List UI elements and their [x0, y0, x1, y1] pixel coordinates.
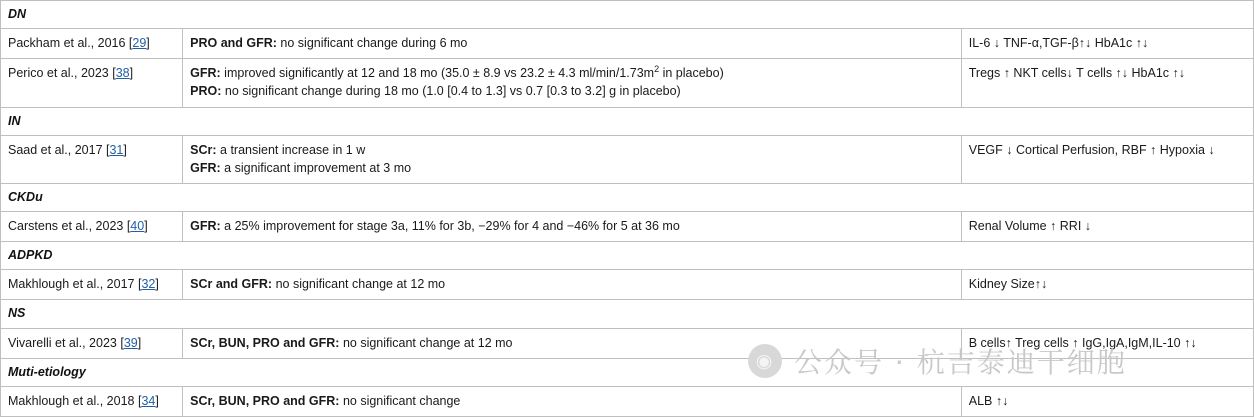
- table-row: [1, 59, 1254, 107]
- study-reference-cell: [1, 29, 183, 59]
- biomarker-cell: Kidney Size↑↓: [961, 270, 1253, 300]
- outcome-cell: [183, 29, 962, 59]
- outcome-label: SCr and GFR:: [190, 277, 273, 292]
- section-title: CKDu: [1, 183, 1254, 211]
- biomarker-cell: Tregs ↑ NKT cells↓ T cells ↑↓ HbA1c ↑↓: [961, 59, 1253, 107]
- citation-bracket-close: ]: [155, 393, 159, 408]
- outcome-text: no significant change at 12 mo: [339, 335, 513, 350]
- reference-link[interactable]: 40: [130, 219, 145, 233]
- biomarker-cell: ALB ↑↓: [961, 386, 1253, 416]
- reference-link[interactable]: 29: [132, 36, 147, 51]
- table-row: [1, 270, 1254, 300]
- table-row: [1, 212, 1254, 242]
- outcome-text: a 25% improvement for stage 3a, 11% for 3b, −29% for 4 and −46% for 5 at 36 mo: [220, 219, 680, 233]
- biomarker-cell: Renal Volume ↑ RRI ↓: [961, 212, 1253, 242]
- outcome-cell: [183, 212, 962, 242]
- biomarker-cell: B cells↑ Treg cells ↑ IgG,IgA,IgM,IL-10 ↑↓: [961, 328, 1253, 358]
- outcome-line: [190, 82, 954, 100]
- table-row: [1, 386, 1254, 416]
- outcome-label: GFR:: [190, 219, 221, 233]
- citation-bracket-close: ]: [123, 142, 127, 157]
- study-reference-cell: [1, 212, 183, 242]
- outcome-cell: [183, 328, 962, 358]
- outcome-text: no significant change during 6 mo: [276, 36, 468, 51]
- citation-bracket-close: ]: [146, 36, 150, 51]
- outcome-text: no significant change during 18 mo (1.0 [0.4 to 1.3] vs 0.7 [0.3 to 3.2] g in placebo): [221, 84, 681, 99]
- outcome-label: SCr:: [190, 142, 217, 157]
- biomarker-cell: IL-6 ↓ TNF-α,TGF-β↑↓ HbA1c ↑↓: [961, 29, 1253, 59]
- outcome-line: [190, 34, 954, 52]
- study-citation: Carstens et al., 2023 [: [8, 219, 131, 233]
- outcome-label: PRO:: [190, 84, 222, 99]
- outcome-label: PRO and GFR:: [190, 36, 277, 51]
- study-reference-cell: [1, 328, 183, 358]
- section-title: NS: [1, 300, 1254, 328]
- section-header-row: [1, 1, 1254, 29]
- outcome-line: [190, 141, 954, 159]
- outcome-superscript: 2: [654, 64, 660, 75]
- table-row: [1, 328, 1254, 358]
- citation-bracket-close: ]: [155, 277, 159, 292]
- section-header-row: [1, 242, 1254, 270]
- study-reference-cell: [1, 135, 183, 183]
- outcome-label: SCr, BUN, PRO and GFR:: [190, 393, 340, 408]
- outcome-cell: [183, 135, 962, 183]
- reference-link[interactable]: 39: [123, 335, 138, 350]
- outcome-label: GFR:: [190, 66, 221, 81]
- section-title: IN: [1, 107, 1254, 135]
- reference-link[interactable]: 38: [115, 66, 130, 81]
- outcome-label: GFR:: [190, 160, 221, 175]
- section-header-row: [1, 358, 1254, 386]
- outcome-text: improved significantly at 12 and 18 mo (35.0 ± 8.9 vs 23.2 ± 4.3 ml/min/1.73m: [220, 66, 655, 81]
- section-header-row: [1, 183, 1254, 211]
- citation-bracket-close: ]: [144, 219, 148, 233]
- reference-link[interactable]: 31: [109, 142, 124, 157]
- study-reference-cell: [1, 270, 183, 300]
- outcome-line: [190, 275, 954, 293]
- study-reference-cell: [1, 386, 183, 416]
- section-title: Muti-etiology: [1, 358, 1254, 386]
- outcome-cell: [183, 270, 962, 300]
- section-header-row: [1, 300, 1254, 328]
- table-row: [1, 135, 1254, 183]
- section-header-row: [1, 107, 1254, 135]
- table-row: [1, 29, 1254, 59]
- outcome-line: [190, 392, 954, 410]
- outcome-line: [190, 64, 954, 82]
- outcome-text: a significant improvement at 3 mo: [220, 160, 412, 175]
- section-title: ADPKD: [1, 242, 1254, 270]
- study-citation: Perico et al., 2023 [: [8, 66, 116, 81]
- study-citation: Makhlough et al., 2018 [: [8, 393, 142, 408]
- outcome-cell: [183, 59, 962, 107]
- outcome-text-cont: in placebo): [659, 66, 724, 81]
- outcome-label: SCr, BUN, PRO and GFR:: [190, 335, 340, 350]
- outcome-text: a transient increase in 1 w: [216, 142, 366, 157]
- reference-link[interactable]: 34: [141, 393, 156, 408]
- study-reference-cell: [1, 59, 183, 107]
- table-body: [1, 1, 1254, 417]
- outcome-cell: [183, 386, 962, 416]
- outcome-line: [190, 334, 954, 352]
- outcome-line: [190, 217, 954, 235]
- citation-bracket-close: ]: [137, 335, 142, 350]
- reference-link[interactable]: 32: [141, 277, 156, 292]
- outcome-text: no significant change at 12 mo: [272, 277, 446, 292]
- outcome-text: no significant change: [339, 393, 461, 408]
- study-citation: Makhlough et al., 2017 [: [8, 277, 142, 292]
- citation-bracket-close: ]: [129, 66, 134, 81]
- wechat-icon: ◉: [748, 344, 782, 378]
- study-citation: Vivarelli et al., 2023 [: [8, 335, 124, 350]
- section-title: DN: [1, 1, 1254, 29]
- outcome-line: [190, 159, 954, 177]
- biomarker-cell: VEGF ↓ Cortical Perfusion, RBF ↑ Hypoxia ↓: [961, 135, 1253, 183]
- study-citation: Packham et al., 2016 [: [8, 36, 133, 51]
- watermark-text: 公众号 · 杭吉泰迪干细胞: [794, 346, 1127, 379]
- study-citation: Saad et al., 2017 [: [8, 142, 110, 157]
